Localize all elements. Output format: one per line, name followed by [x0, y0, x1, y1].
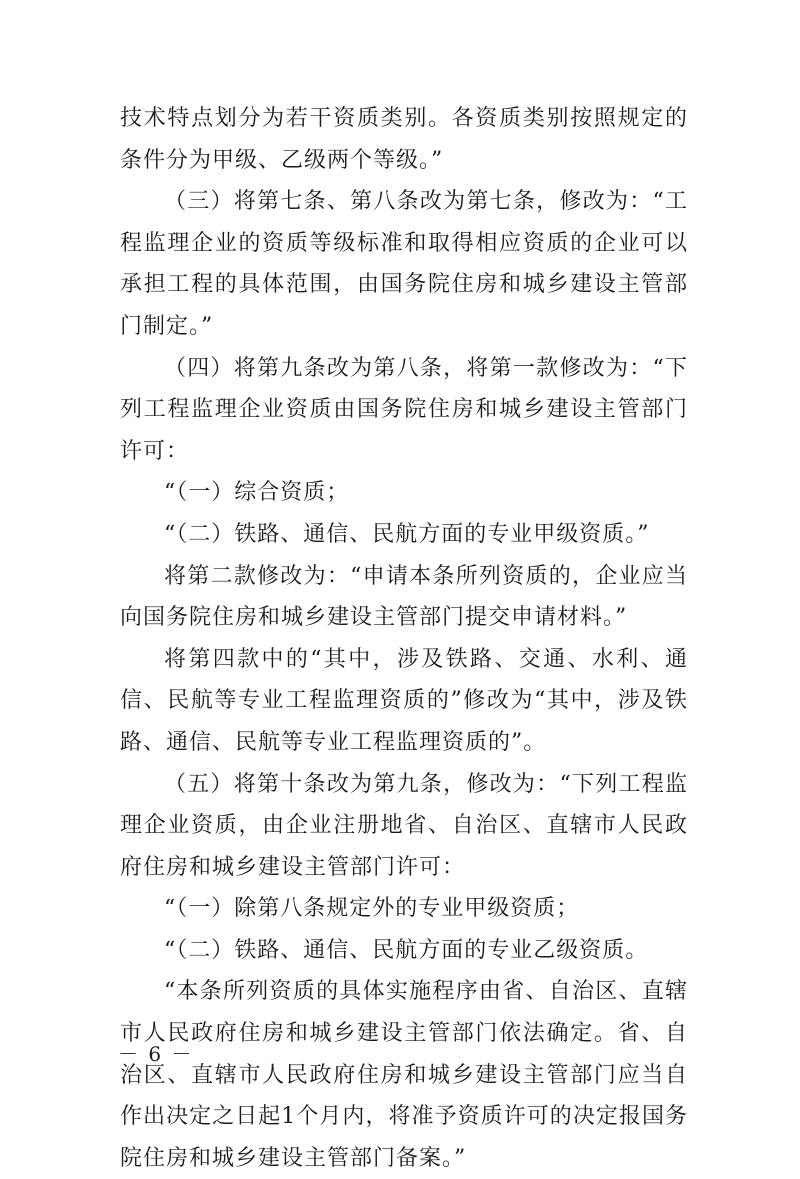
paragraph: “（一）综合资质； [164, 480, 350, 506]
paragraph: 将第二款修改为：“申请本条所列资质的，企业应当向国务院住房和城乡建设主管部门提交申请材料。” [120, 563, 688, 631]
paragraph: （五）将第十条改为第九条，修改为：“下列工程监理企业资质，由企业注册地省、自治区、直辖市人民政府住房和城乡建设主管部门许可： [120, 771, 688, 880]
page-number: － 6 － [118, 1042, 194, 1066]
paragraph: “本条所列资质的具体实施程序由省、自治区、直辖市人民政府住房和城乡建设主管部门依法确定。省、自治区、直辖市人民政府住房和城乡建设主管部门应当自作出决定之日起1个月内，将准予资质许可的决定报国务院住房和城乡建设主管部门备案。” [120, 979, 688, 1171]
paragraph: 将第四款中的“其中，涉及铁路、交通、水利、通信、民航等专业工程监理资质的”修改为“其中，涉及铁路、通信、民航等专业工程监理资质的”。 [120, 646, 688, 755]
paragraph: （三）将第七条、第八条改为第七条，修改为：“工程监理企业的资质等级标准和取得相应资质的企业可以承担工程的具体范围，由国务院住房和城乡建设主管部门制定。” [120, 189, 688, 339]
paragraph: （四）将第九条改为第八条，将第一款修改为：“下列工程监理企业资质由国务院住房和城乡建设主管部门许可： [120, 355, 688, 464]
paragraph: “（一）除第八条规定外的专业甲级资质； [164, 896, 580, 922]
document-body [120, 98, 688, 1179]
paragraph: “（二）铁路、通信、民航方面的专业乙级资质。 [164, 937, 649, 963]
paragraph: “（二）铁路、通信、民航方面的专业甲级资质。” [164, 521, 650, 547]
paragraph: 技术特点划分为若干资质类别。各资质类别按照规定的条件分为甲级、乙级两个等级。” [120, 106, 688, 173]
